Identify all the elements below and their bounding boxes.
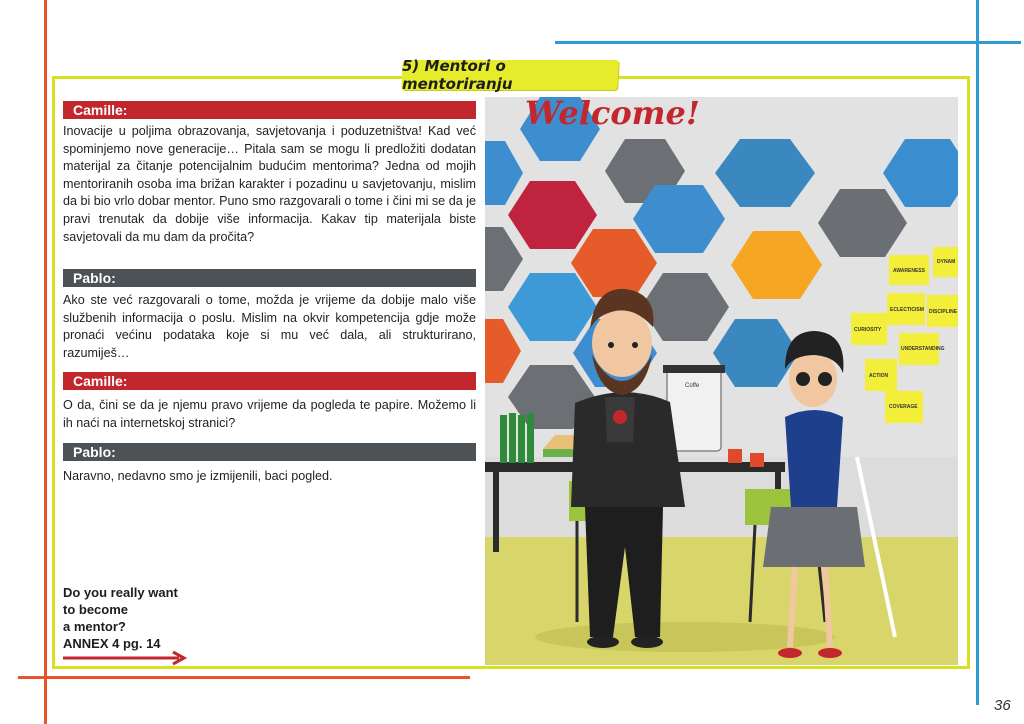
note-line: to become bbox=[63, 602, 129, 617]
svg-text:ECLECTICISM: ECLECTICISM bbox=[890, 307, 924, 313]
orange-vertical-line bbox=[44, 0, 47, 724]
welcome-sign: Welcome! bbox=[525, 97, 700, 132]
section-title-badge bbox=[401, 57, 619, 93]
svg-text:ACTION: ACTION bbox=[869, 373, 889, 379]
dialogue-text: O da, čini se da je njemu pravo vrijeme da pogleda te papire. Možemo li ih naći na internetskoj stranici? bbox=[63, 398, 476, 430]
blue-horizontal-line bbox=[555, 41, 1021, 44]
svg-text:AWARENESS: AWARENESS bbox=[893, 268, 925, 274]
dialogue-text: Inovacije u poljima obrazovanja, savjetovanja i poduzetništva! Kad već spominjemo nove generacije… Pitala sam se mogu li predložiti dodatan materijal za čitanje potencijalnim budućim mentorima? Jedna od mojih mentoriranih osoba ima brižan karakter i pozadinu u savjetovanju, mislim da bi bio vrlo dobar mentor. Puno smo razgovarali o tome i čini mi se da je pravi trenutak da dobije više informacija. Kakav tip materijala biste savjetovali da mu dam da pročita? bbox=[63, 124, 476, 244]
svg-text:Coffe: Coffe bbox=[685, 383, 700, 389]
svg-text:CURIOSITY: CURIOSITY bbox=[854, 327, 882, 333]
note-line: a mentor? bbox=[63, 619, 126, 634]
section-title: 5) Mentori o mentoriranju bbox=[402, 57, 513, 93]
note-line: Do you really want bbox=[63, 585, 178, 600]
svg-text:UNDERSTANDING: UNDERSTANDING bbox=[901, 346, 945, 352]
svg-text:COVERAGE: COVERAGE bbox=[889, 404, 918, 410]
orange-horizontal-line bbox=[18, 676, 470, 679]
svg-text:DISCIPLINE: DISCIPLINE bbox=[929, 309, 958, 315]
mentoring-illustration bbox=[485, 97, 958, 665]
speaker-label-pablo: Pablo: bbox=[63, 269, 476, 287]
blue-vertical-line bbox=[976, 0, 979, 705]
dialogue-text: Naravno, nedavno smo je izmijenili, baci pogled. bbox=[63, 469, 333, 483]
speaker-label-camille: Camille: bbox=[63, 372, 476, 390]
dialogue-text: Ako ste već razgovarali o tome, možda je vrijeme da dobije malo više službenih informacija o poslu. Mislim na okvir kompetencija gdje može pronaći većinu podataka koje si mu već dala, ali strukturirano, razumiješ… bbox=[63, 293, 476, 360]
svg-text:DYNAM: DYNAM bbox=[937, 259, 956, 265]
speaker-label-pablo: Pablo: bbox=[63, 443, 476, 461]
page-number: 36 bbox=[994, 697, 1011, 714]
annex-reference: ANNEX 4 pg. 14 bbox=[63, 636, 161, 651]
speaker-label-camille: Camille: bbox=[63, 101, 476, 119]
annex-note bbox=[63, 584, 178, 652]
arrow-right-icon bbox=[63, 650, 188, 666]
